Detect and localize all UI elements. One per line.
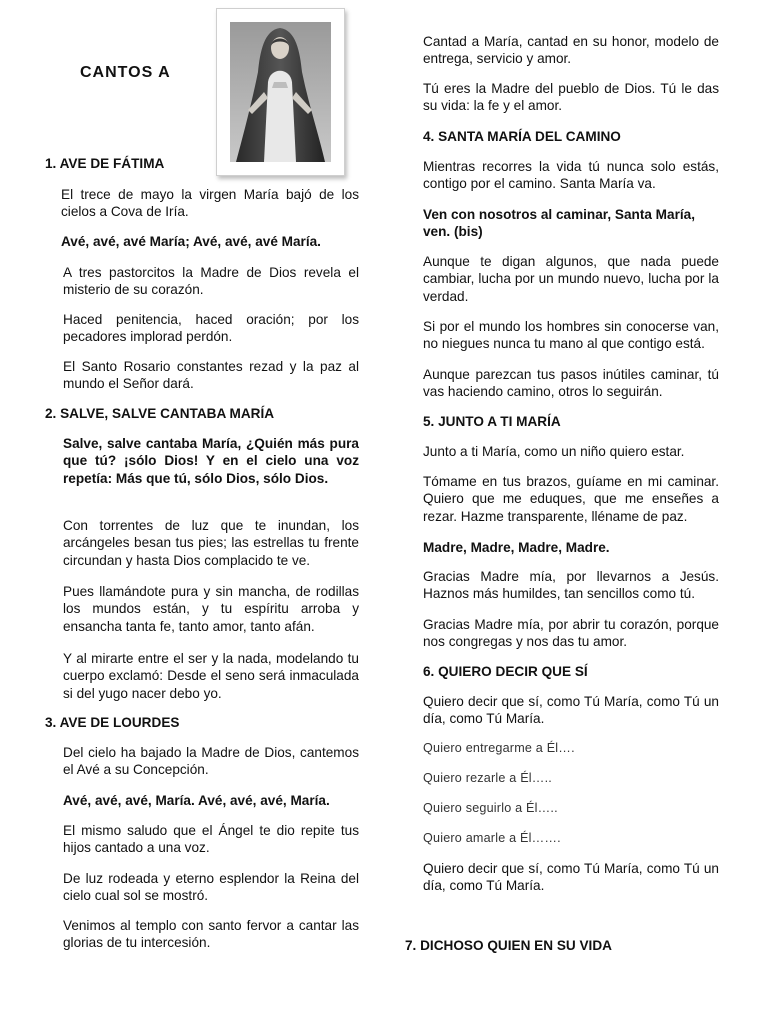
verse: Con torrentes de luz que te inundan, los arcángeles besan tus pies; las estrellas tu frente circundan y hasta Dios complacido te ve. [63, 518, 359, 568]
verse: Haced penitencia, haced oración; por los pecadores implorad perdón. [63, 312, 359, 345]
song-title-salve-salve: 2. SALVE, SALVE CANTABA MARÍA [45, 406, 275, 421]
verse-line: Quiero amarle a Él……. [423, 831, 561, 845]
song-title-quiero-decir-que-si: 6. QUIERO DECIR QUE SÍ [423, 664, 588, 679]
verse: Del cielo ha bajado la Madre de Dios, cantemos el Avé a su Concepción. [63, 745, 359, 778]
virgin-mary-illustration [230, 22, 331, 162]
verse: Aunque parezcan tus pasos inútiles caminar, tú vas haciendo camino, otros lo seguirán. [423, 367, 719, 400]
song-title-ave-de-fatima: 1. AVE DE FÁTIMA [45, 156, 165, 171]
verse: De luz rodeada y eterno esplendor la Reina del cielo cual sol se mostró. [63, 871, 359, 904]
chorus: Madre, Madre, Madre, Madre. [423, 540, 610, 555]
verse: El mismo saludo que el Ángel te dio repite tus hijos cantado a una voz. [63, 823, 359, 856]
verse: Mientras recorres la vida tú nunca solo estás, contigo por el camino. Santa María va. [423, 159, 719, 192]
song-title-junto-a-ti-maria: 5. JUNTO A TI MARÍA [423, 414, 561, 429]
verse: Quiero decir que sí, como Tú María, como Tú un día, como Tú María. [423, 694, 719, 727]
verse: Cantad a María, cantad en su honor, modelo de entrega, servicio y amor. [423, 34, 719, 67]
verse-line: Quiero entregarme a Él…. [423, 741, 575, 755]
chorus: Ven con nosotros al caminar, Santa María, ven. (bis) [423, 207, 695, 240]
verse: Si por el mundo los hombres sin conocerse van, no niegues nunca tu mano al que contigo está. [423, 319, 719, 352]
verse: El Santo Rosario constantes rezad y la paz al mundo el Señor dará. [63, 359, 359, 392]
verse: El trece de mayo la virgen María bajó de los cielos a Cova de Iría. [61, 187, 359, 220]
virgin-mary-image [216, 8, 345, 176]
verse: A tres pastorcitos la Madre de Dios revela el misterio de su corazón. [63, 265, 359, 298]
verse: Tómame en tus brazos, guíame en mi caminar. Quiero que me eduques, que me enseñes a rezar. Hazme transparente, lléname de paz. [423, 474, 719, 524]
chorus: Avé, avé, avé, María. Avé, avé, avé, María. [63, 793, 330, 808]
chorus: Salve, salve cantaba María, ¿Quién más pura que tú? ¡sólo Dios! Y en el cielo una voz repetía: Más que tú, sólo Dios, sólo Dios. [63, 436, 359, 486]
verse-line: Quiero rezarle a Él….. [423, 771, 552, 785]
verse: Gracias Madre mía, por abrir tu corazón, porque nos congregas y nos das tu amor. [423, 617, 719, 650]
verse: Aunque te digan algunos, que nada puede cambiar, lucha por un mundo nuevo, lucha por la verdad. [423, 254, 719, 304]
page-title: CANTOS A [80, 64, 171, 81]
verse: Quiero decir que sí, como Tú María, como Tú un día, como Tú María. [423, 861, 719, 894]
song-title-dichoso-quien-en-su-vida: 7. DICHOSO QUIEN EN SU VIDA [405, 938, 612, 953]
chorus: Avé, avé, avé María; Avé, avé, avé María. [61, 234, 321, 249]
verse: Gracias Madre mía, por llevarnos a Jesús. Haznos más humildes, tan sencillos como tú. [423, 569, 719, 602]
song-title-santa-maria-del-camino: 4. SANTA MARÍA DEL CAMINO [423, 129, 621, 144]
verse: Pues llamándote pura y sin mancha, de rodillas los mundos están, y tu espíritu arroba y ensancha tanta fe, tanto amor, tanto afán. [63, 584, 359, 634]
verse: Venimos al templo con santo fervor a cantar las glorias de tu intercesión. [63, 918, 359, 951]
verse: Y al mirarte entre el ser y la nada, modelando tu cuerpo exclamó: Desde el seno será inmaculada si del yugo nacer debo yo. [63, 651, 359, 701]
verse: Junto a ti María, como un niño quiero estar. [423, 444, 685, 459]
verse-line: Quiero seguirlo a Él….. [423, 801, 558, 815]
verse: Tú eres la Madre del pueblo de Dios. Tú le das su vida: la fe y el amor. [423, 81, 719, 114]
song-title-ave-de-lourdes: 3. AVE DE LOURDES [45, 715, 180, 730]
